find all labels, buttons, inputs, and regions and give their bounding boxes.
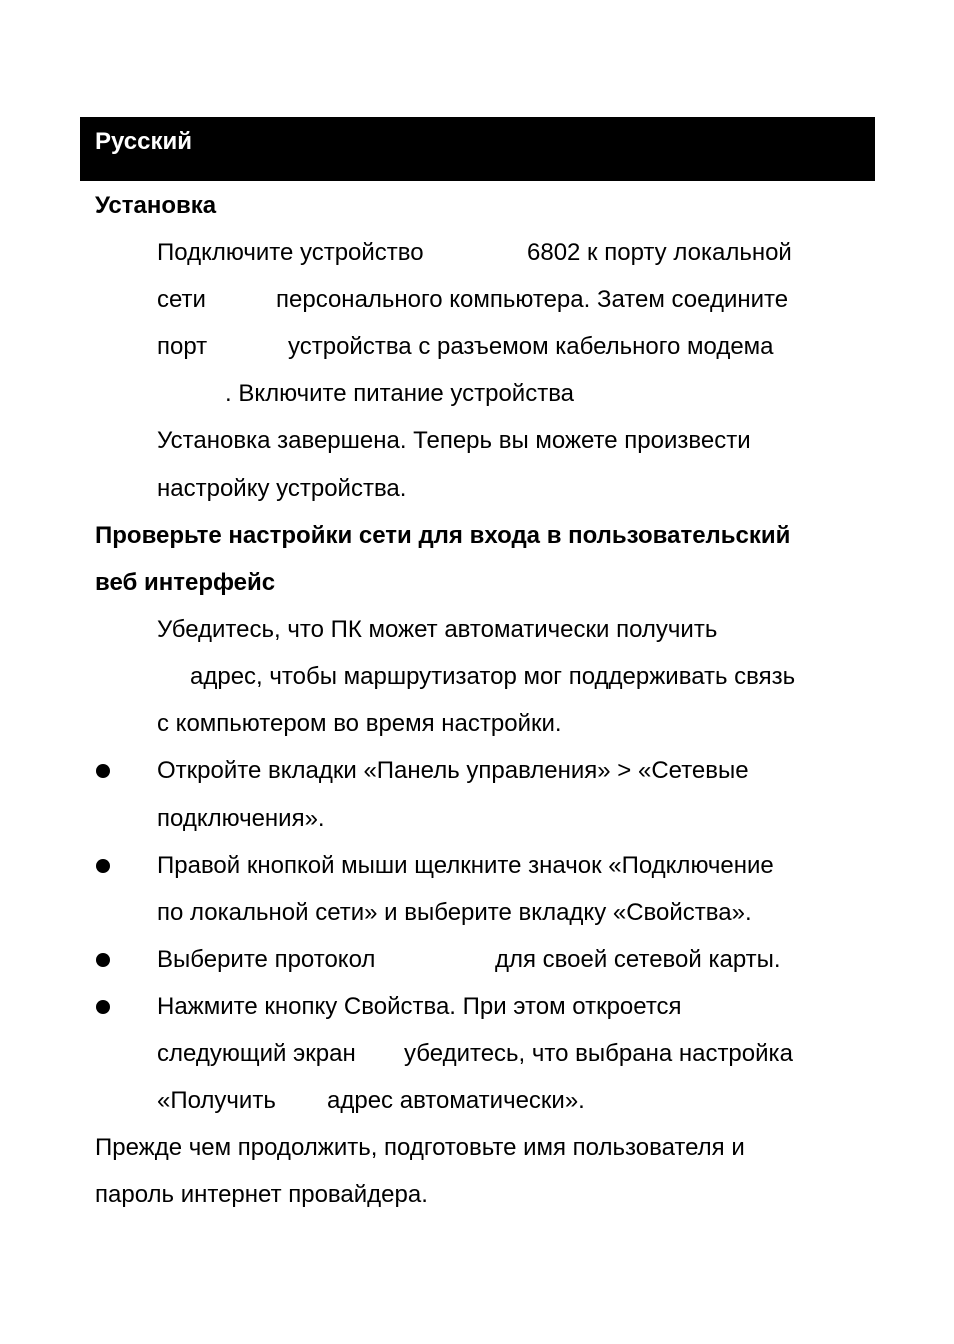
language-header-bar [80, 117, 875, 181]
install-text-line: Подключите устройство [157, 239, 424, 266]
install-complete-line: Установка завершена. Теперь вы можете произвести [157, 427, 751, 454]
install-text-line: 6802 к порту локальной [527, 239, 792, 266]
install-text-line: сети [157, 286, 206, 313]
bullet-dot [96, 1000, 110, 1014]
bullet-dot [96, 859, 110, 873]
bullet-text-line: следующий экран [157, 1040, 356, 1067]
bullet-text-line: по локальной сети» и выберите вкладку «Свойства». [157, 899, 752, 926]
bullet-text-line: адрес автоматически». [327, 1087, 585, 1114]
network-heading: веб интерфейс [95, 569, 276, 596]
bullet-text-line: для своей сетевой карты. [495, 946, 781, 973]
install-text-line: персонального компьютера. Затем соедините [276, 286, 789, 313]
install-heading: Установка [95, 192, 217, 219]
closing-text-line: пароль интернет провайдера. [95, 1181, 428, 1208]
bullet-text-line: Нажмите кнопку Свойства. При этом откроется [157, 993, 682, 1020]
language-title: Русский [95, 128, 192, 155]
install-text-line: устройства с разъемом кабельного модема [288, 333, 774, 360]
bullet-text-line: «Получить [157, 1087, 276, 1114]
install-text-line: порт [157, 333, 208, 360]
bullet-text-line: Выберите протокол [157, 946, 376, 973]
network-heading: Проверьте настройки сети для входа в пользовательский [95, 522, 791, 549]
bullet-dot [96, 764, 110, 778]
network-text-line: Убедитесь, что ПК может автоматически получить [157, 616, 718, 643]
install-complete-line: настройку устройства. [157, 475, 407, 502]
bullet-dot [96, 953, 110, 967]
bullet-text-line: Откройте вкладки «Панель управления» > «Сетевые [157, 757, 749, 784]
bullet-text-line: Правой кнопкой мыши щелкните значок «Подключение [157, 852, 774, 879]
install-text-line: . Включите питание устройства [225, 380, 575, 407]
closing-text-line: Прежде чем продолжить, подготовьте имя пользователя и [95, 1134, 745, 1161]
bullet-text-line: убедитесь, что выбрана настройка [404, 1040, 793, 1067]
bullet-text-line: подключения». [157, 805, 325, 832]
network-text-line: адрес, чтобы маршрутизатор мог поддерживать связь [190, 663, 796, 690]
network-text-line: с компьютером во время настройки. [157, 710, 562, 737]
